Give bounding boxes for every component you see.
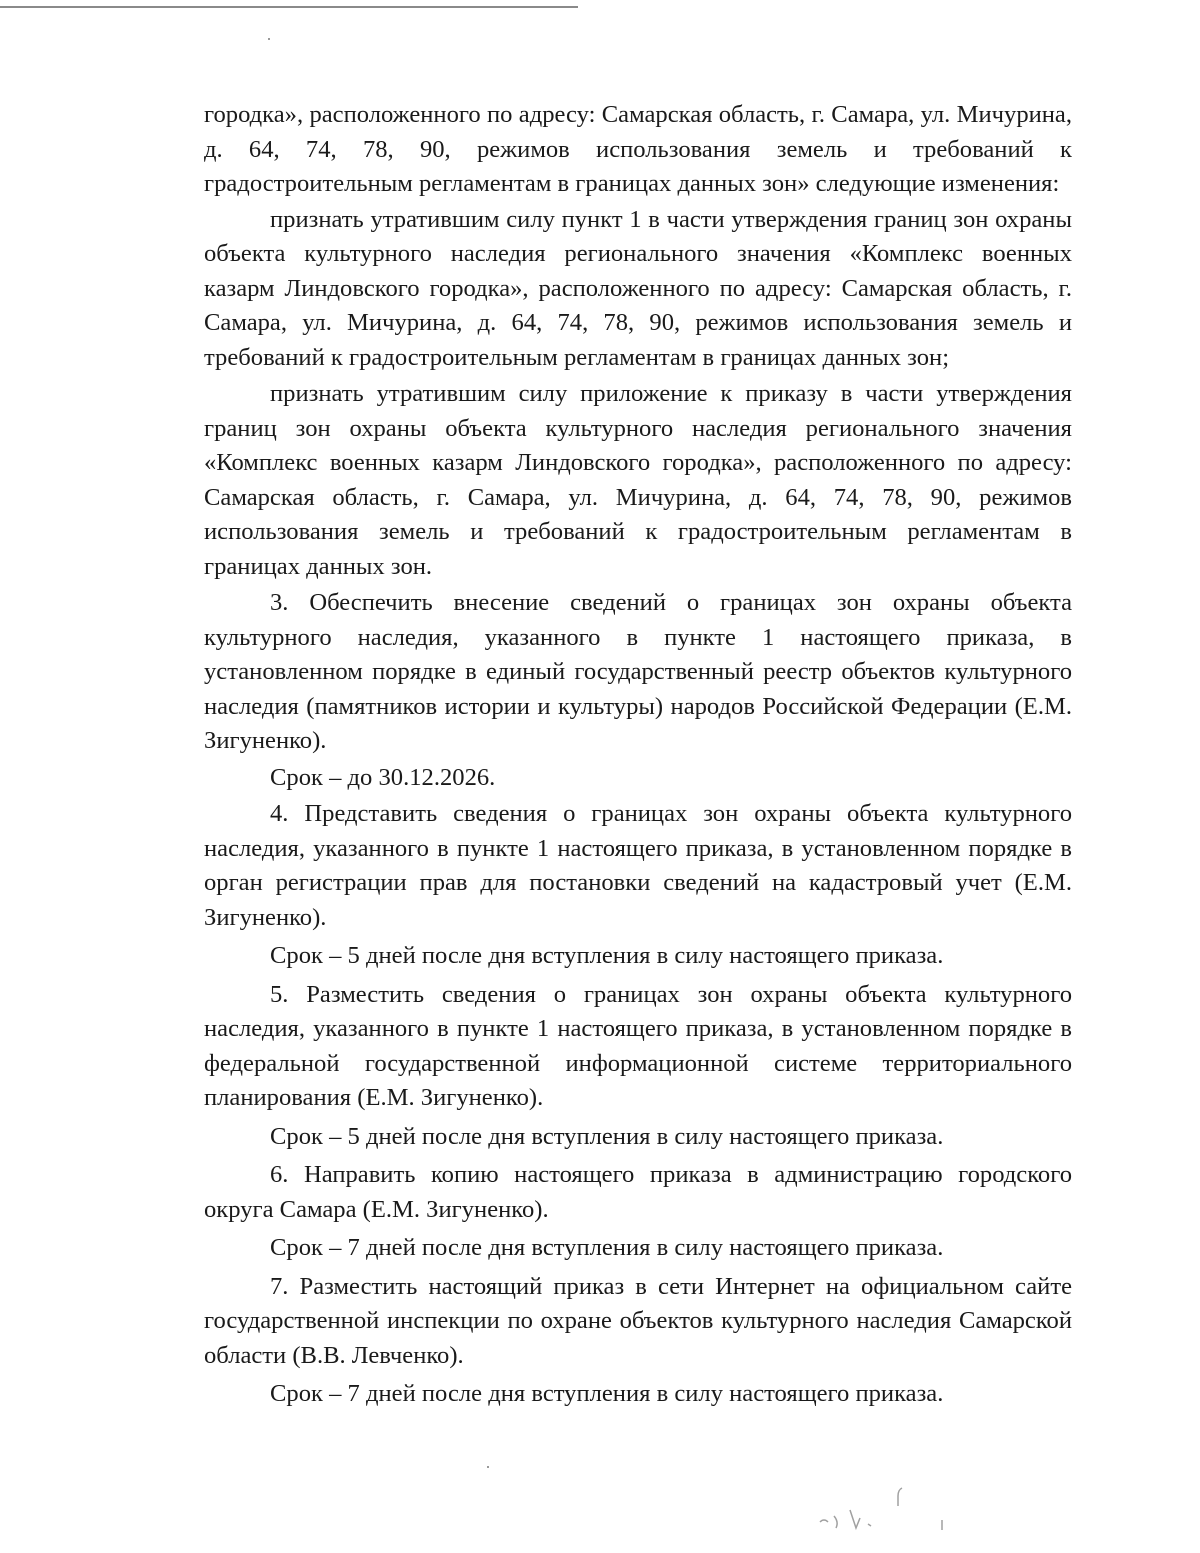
deadline-item-5: Срок – 5 дней после дня вступления в силу настоящего приказа. — [270, 1122, 944, 1150]
scan-edge-line — [0, 6, 578, 8]
deadline-item-6: Срок – 7 дней после дня вступления в силу настоящего приказа. — [270, 1234, 944, 1261]
deadline-item-4: Срок – 5 дней после дня вступления в силу настоящего приказа. — [270, 942, 944, 969]
scan-artifact-marks — [810, 1480, 960, 1540]
deadline-item-3: Срок – до 30.12.2026. — [270, 763, 496, 791]
document-page — [204, 98, 1072, 1412]
scan-speck — [268, 38, 270, 40]
paragraph-repeal-appendix: признать утратившим силу приложение к приказу в части утверждения границ зон охраны объекта культурного наследия регионального значения «Комплекс военных казарм Линдовского городка», расположенного по адресу: Самарская область, г. Самара, ул. Мичурина, д. 64, 74, 78, 90, режимов использования земель и требований к градостроительным регламентам в границах данных зон. — [204, 380, 1072, 580]
paragraph-item-4: 4. Представить сведения о границах зон охраны объекта культурного наследия, указанного в пункте 1 настоящего приказа, в установленном порядке в орган регистрации прав для постановки сведений на кадастровый учет (Е.М. Зигуненко). — [204, 800, 1072, 931]
paragraph-item-5: 5. Разместить сведения о границах зон охраны объекта культурного наследия, указанного в пункте 1 настоящего приказа, в установленном порядке в федеральной государственной информационной системе территориального планирования (Е.М. Зигуненко). — [204, 980, 1072, 1111]
deadline-item-7: Срок – 7 дней после дня вступления в силу настоящего приказа. — [270, 1380, 944, 1407]
paragraph-repeal-point-1: признать утратившим силу пункт 1 в части утверждения границ зон охраны объекта культурного наследия регионального значения «Комплекс военных казарм Линдовского городка», расположенного по адресу: Самарская область, г. Самара, ул. Мичурина, д. 64, 74, 78, 90, режимов использования земель и требований к градостроительным регламентам в границах данных зон; — [204, 205, 1072, 371]
paragraph-item-3: 3. Обеспечить внесение сведений о границах зон охраны объекта культурного наследия, указанного в пункте 1 настоящего приказа, в установленном порядке в единый государственный реестр объектов культурного наследия (памятников истории и культуры) народов Российской Федерации (Е.М. Зигуненко). — [204, 589, 1072, 754]
paragraph-item-6: 6. Направить копию настоящего приказа в администрацию городского округа Самара (Е.М. Зигуненко). — [204, 1161, 1072, 1223]
scan-speck — [487, 1466, 489, 1468]
paragraph-item-7: 7. Разместить настоящий приказ в сети Интернет на официальном сайте государственной инспекции по охране объектов культурного наследия Самарской области (В.В. Левченко). — [204, 1272, 1072, 1369]
paragraph-continuation: городка», расположенного по адресу: Самарская область, г. Самара, ул. Мичурина, д. 64, 74, 78, 90, режимов использования земель и требований к градостроительным регламентам в границах данных зон» следующие изменения: — [204, 101, 1072, 197]
